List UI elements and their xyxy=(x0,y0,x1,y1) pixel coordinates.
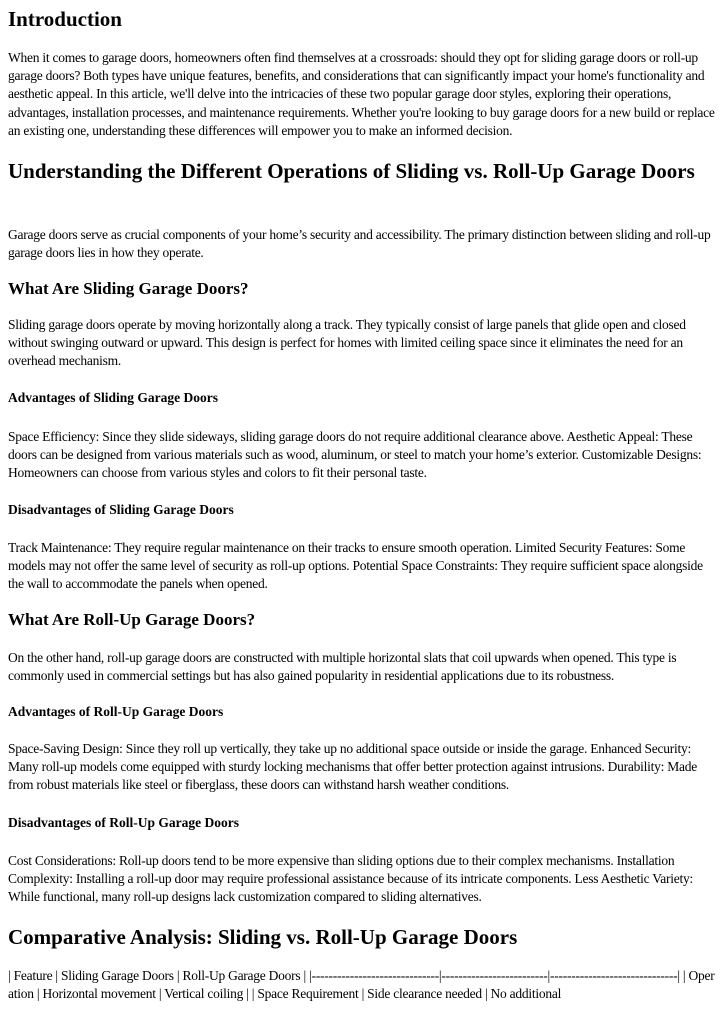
rollup-disadvantages-heading: Disadvantages of Roll-Up Garage Doors xyxy=(8,815,239,830)
sliding-advantages-heading: Advantages of Sliding Garage Doors xyxy=(8,390,219,405)
sliding-doors-heading: What Are Sliding Garage Doors? xyxy=(8,279,249,298)
operations-paragraph: Garage doors serve as crucial components of your home’s security and accessibility. The primary distinction between sliding and roll-up garage doors lies in how they operate. xyxy=(8,227,711,261)
comparative-heading: Comparative Analysis: Sliding vs. Roll-Up Garage Doors xyxy=(8,925,518,949)
sliding-doors-paragraph: Sliding garage doors operate by moving horizontally along a track. They typically consist of large panels that glide open and closed without swinging outward or upward. This design is perfect for homes with limited ceiling space since it eliminates the need for an overhead mechanism. xyxy=(8,317,686,369)
sliding-disadvantages-heading: Disadvantages of Sliding Garage Doors xyxy=(8,502,234,517)
rollup-doors-paragraph: On the other hand, roll-up garage doors are constructed with multiple horizontal slats that coil upwards when opened. This type is commonly used in commercial settings but has also gained popularity in residential applications due to its robustness. xyxy=(8,650,677,684)
rollup-advantages-paragraph: Space-Saving Design: Since they roll up vertically, they take up no additional space outside or inside the garage. Enhanced Security: Many roll-up models come equipped with sturdy locking mechanisms that offer better protection against intrusions. Durability: Made from robust materials like steel or fiberglass, these doors can withstand harsh weather conditions. xyxy=(8,741,697,793)
rollup-doors-heading: What Are Roll-Up Garage Doors? xyxy=(8,610,256,629)
comparison-table-text: | Feature | Sliding Garage Doors | Roll-Up Garage Doors | |------------------------------|-------------------------|------------------------------| | Operation | Horizontal movement | Vertical coiling | | Space Requirement | Side clearance needed | No additional xyxy=(8,968,715,1002)
operations-heading: Understanding the Different Operations of Sliding vs. Roll-Up Garage Doors xyxy=(8,159,695,183)
sliding-disadvantages-paragraph: Track Maintenance: They require regular maintenance on their tracks to ensure smooth operation. Limited Security Features: Some models may not offer the same level of security as roll-up options. Potential Space Constraints: They require sufficient space alongside the wall to accommodate the panels when opened. xyxy=(8,540,703,592)
rollup-advantages-heading: Advantages of Roll-Up Garage Doors xyxy=(8,704,224,719)
intro-heading: Introduction xyxy=(8,7,122,31)
sliding-advantages-paragraph: Space Efficiency: Since they slide sideways, sliding garage doors do not require additional clearance above. Aesthetic Appeal: These doors can be designed from various materials such as wood, aluminum, or steel to match your home’s exterior. Customizable Designs: Homeowners can choose from various styles and colors to fit their personal taste. xyxy=(8,429,702,481)
intro-paragraph: When it comes to garage doors, homeowners often find themselves at a crossroads: should they opt for sliding garage doors or roll-up garage doors? Both types have unique features, benefits, and considerations that can significantly impact your home's functionality and aesthetic appeal. In this article, we'll delve into the intricacies of these two popular garage door styles, exploring their operations, advantages, installation processes, and maintenance requirements. Whether you're looking to buy garage doors for a new build or replace an existing one, understanding these differences will empower you to make an informed decision. xyxy=(8,50,715,138)
rollup-disadvantages-paragraph: Cost Considerations: Roll-up doors tend to be more expensive than sliding options due to their complex mechanisms. Installation Complexity: Installing a roll-up door may require professional assistance because of its intricate components. Less Aesthetic Variety: While functional, many roll-up designs lack customization compared to sliding alternatives. xyxy=(8,853,693,905)
